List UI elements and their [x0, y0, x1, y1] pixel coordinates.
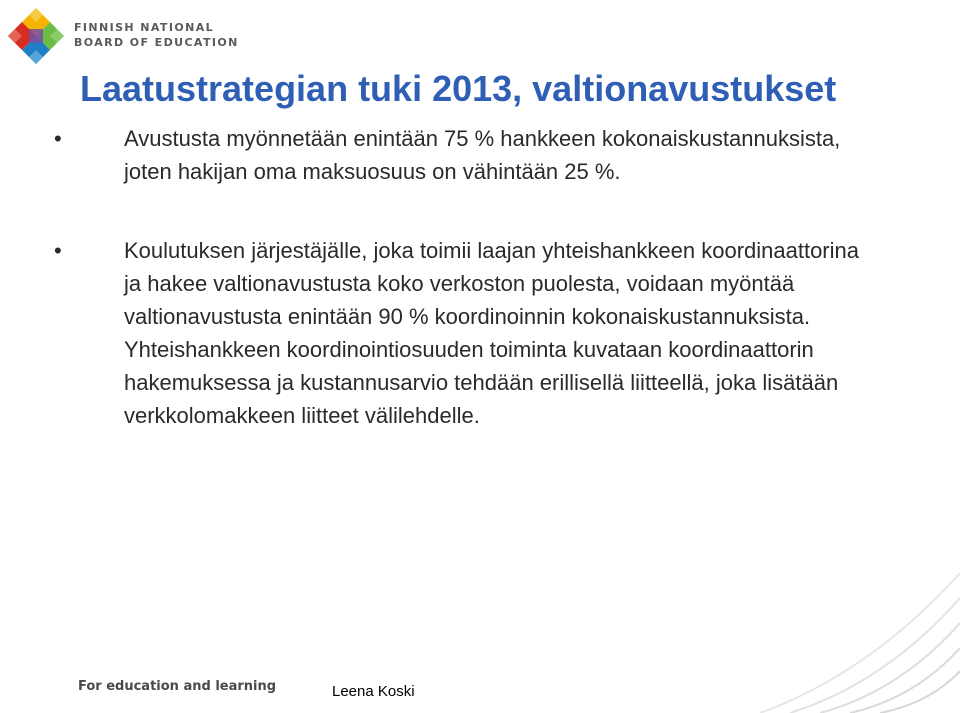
organization-name-line-2: BOARD OF EDUCATION [74, 36, 239, 49]
footer-author: Leena Koski [332, 683, 415, 700]
footer-slogan: For education and learning [78, 679, 277, 694]
organization-name [74, 20, 239, 50]
decorative-corner-lines [720, 553, 960, 713]
slide-title: Laatustrategian tuki 2013, valtionavustukset [80, 68, 837, 109]
finnish-national-board-logo-icon [6, 6, 66, 66]
bullet-list [54, 122, 874, 432]
organization-name-line-1: FINNISH NATIONAL [74, 21, 215, 34]
bullet-text: Avustusta myönnetään enintään 75 % hankkeen kokonaiskustannuksista, joten hakijan oma maksuosuus on vähintään 25 %. [124, 126, 841, 184]
bullet-item-funding-share [54, 122, 874, 188]
bullet-text: Koulutuksen järjestäjälle, joka toimii laajan yhteishankkeen koordinaattorina ja hakee valtionavustusta koko verkoston puolesta, voidaan myöntää valtionavustusta enintään 90 % koordinoinnin kokonaiskustannuksista. Yhteishankkeen koordinointiosuuden toiminta kuvataan koordinaattorin hakemuksessa ja kustannusarvio tehdään erillisellä liitteellä, joka lisätään verkkolomakkeen liitteet välilehdelle. [124, 238, 859, 428]
bullet-item-coordinator [54, 234, 874, 432]
bullet-marker: • [54, 238, 62, 263]
bullet-marker: • [54, 126, 62, 151]
